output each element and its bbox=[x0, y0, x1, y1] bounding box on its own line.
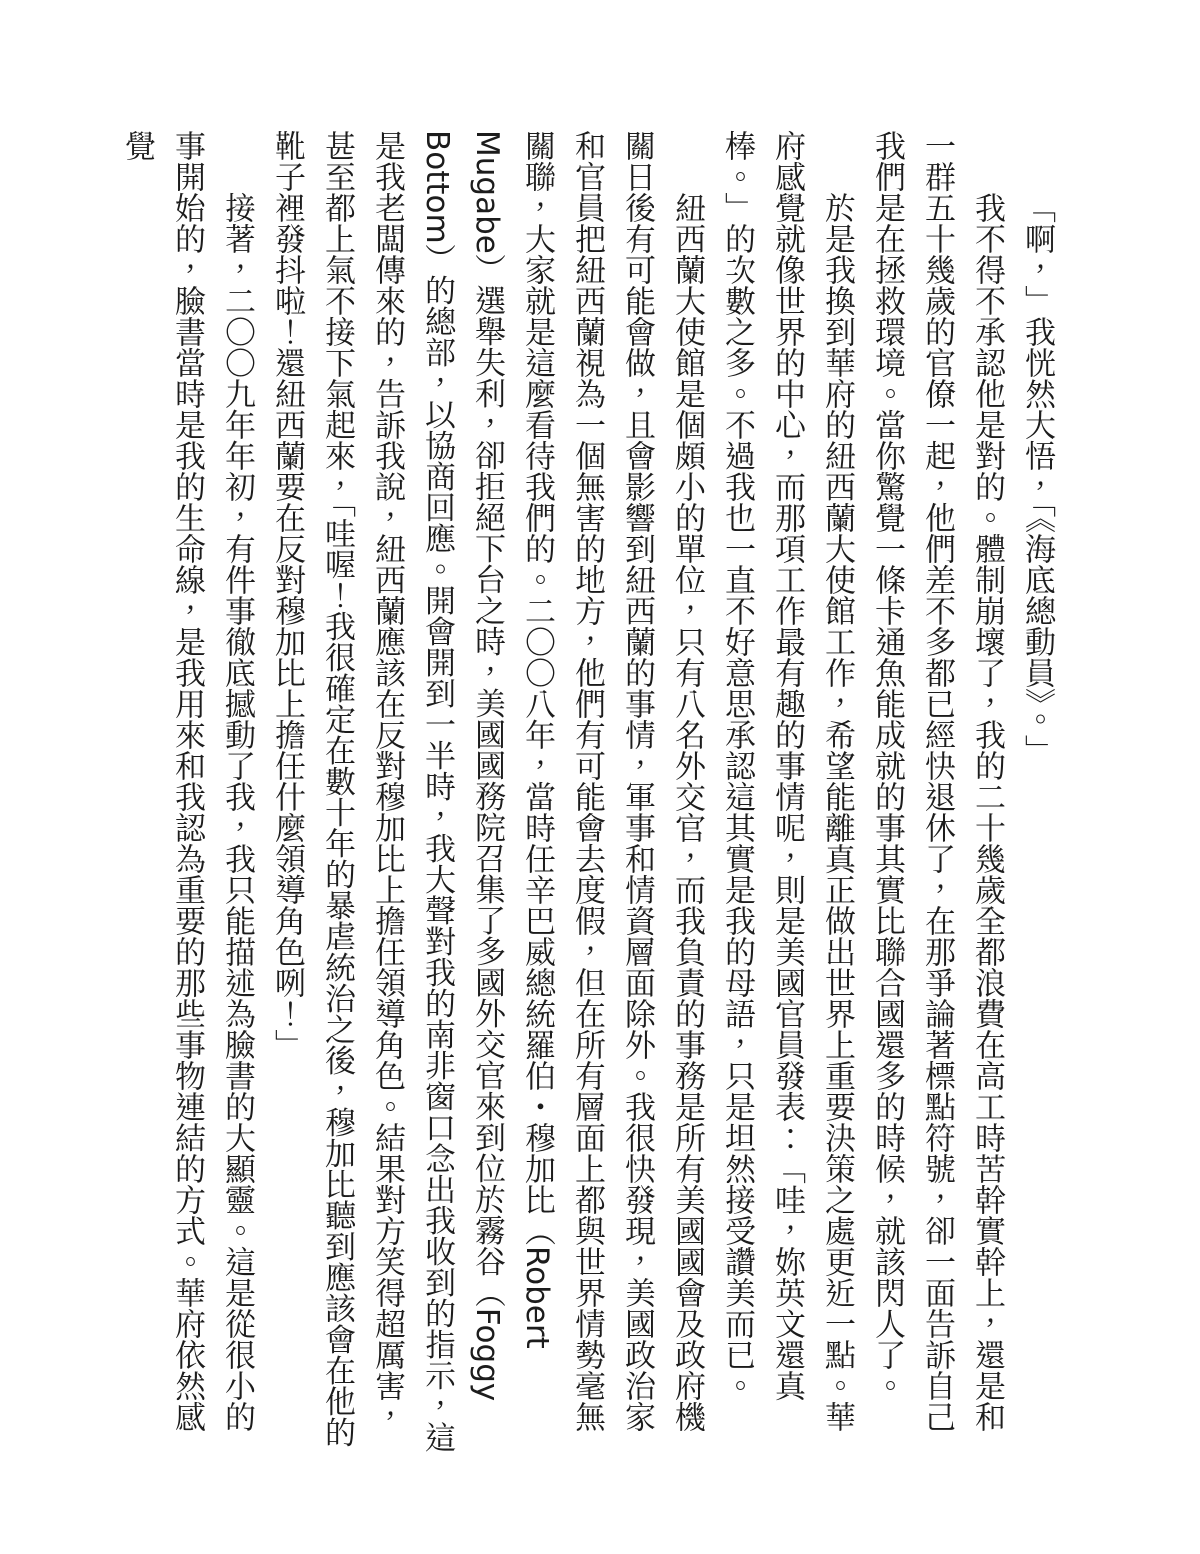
paragraph-embassy-work-mugabe: 紐西蘭大使館是個頗小的單位，只有八名外交官，而我負責的事務是所有美國國會及政府機關日後有可能會做，且會影響到紐西蘭的事情，軍事和情資層面除外。我很快發現，美國政治家和官員把紐西蘭視為一個無害的地方，他們有可能會去度假，但在所有層面上都與世界情勢毫無關聯，大家就是這麼看待我們的。二〇〇八年，當時任辛巴威總統羅伯・穆加比（Robert Mugabe）選舉失利，卻拒絕下台之時，美國國務院召集了多國外交官來到位於霧谷（Foggy Bottom）的總部，以協商回應。開會開到一半時，我大聲對我的南非窗口念出我收到的指示，這是我老闆傳來的，告訴我說，紐西蘭應該在反對穆加比上擔任領導角色。結果對方笑得超厲害，甚至都上氣不接下氣起來，「哇喔！我很確定在數十年的暴虐統治之後，穆加比聽到應該會在他的靴子裡發抖啦！還紐西蘭要在反對穆加比上擔任什麼領導角色咧！」 bbox=[269, 130, 705, 1453]
paragraph-facebook-epiphany: 接著，二〇〇九年年初，有件事徹底撼動了我，我只能描述為臉書的大顯靈。這是從很小的事開始的，臉書當時是我的生命線，是我用來和我認為重要的那些事物連結的方式。華府依然感覺 bbox=[119, 130, 255, 1432]
paragraph-dialogue-finding-nemo: 「啊，」我恍然大悟，「《海底總動員》。」 bbox=[1019, 192, 1055, 766]
paragraph-admitting-he-was-right: 我不得不承認他是對的。體制崩壞了，我的二十幾歲全都浪費在高工時苦幹實幹上，還是和一群五十幾歲的官僚一起，他們差不多都已經快退休了，在那爭論著標點符號，卻一面告訴自己我們是在拯救環境。當你驚覺一條卡通魚能成就的事其實比聯合國還多的時候，就該閃人了。 bbox=[869, 130, 1005, 1432]
paragraph-nz-embassy-washington: 於是我換到華府的紐西蘭大使館工作，希望能離真正做出世界上重要決策之處更近一點。華府感覺就像世界的中心，而那項工作最有趣的事情呢，則是美國官員發表：「哇，妳英文還真棒。」的次數之多。不過我也一直不好意思承認這其實是我的母語，只是坦然接受讚美而已。 bbox=[719, 130, 855, 1432]
body-text bbox=[119, 130, 1062, 1460]
